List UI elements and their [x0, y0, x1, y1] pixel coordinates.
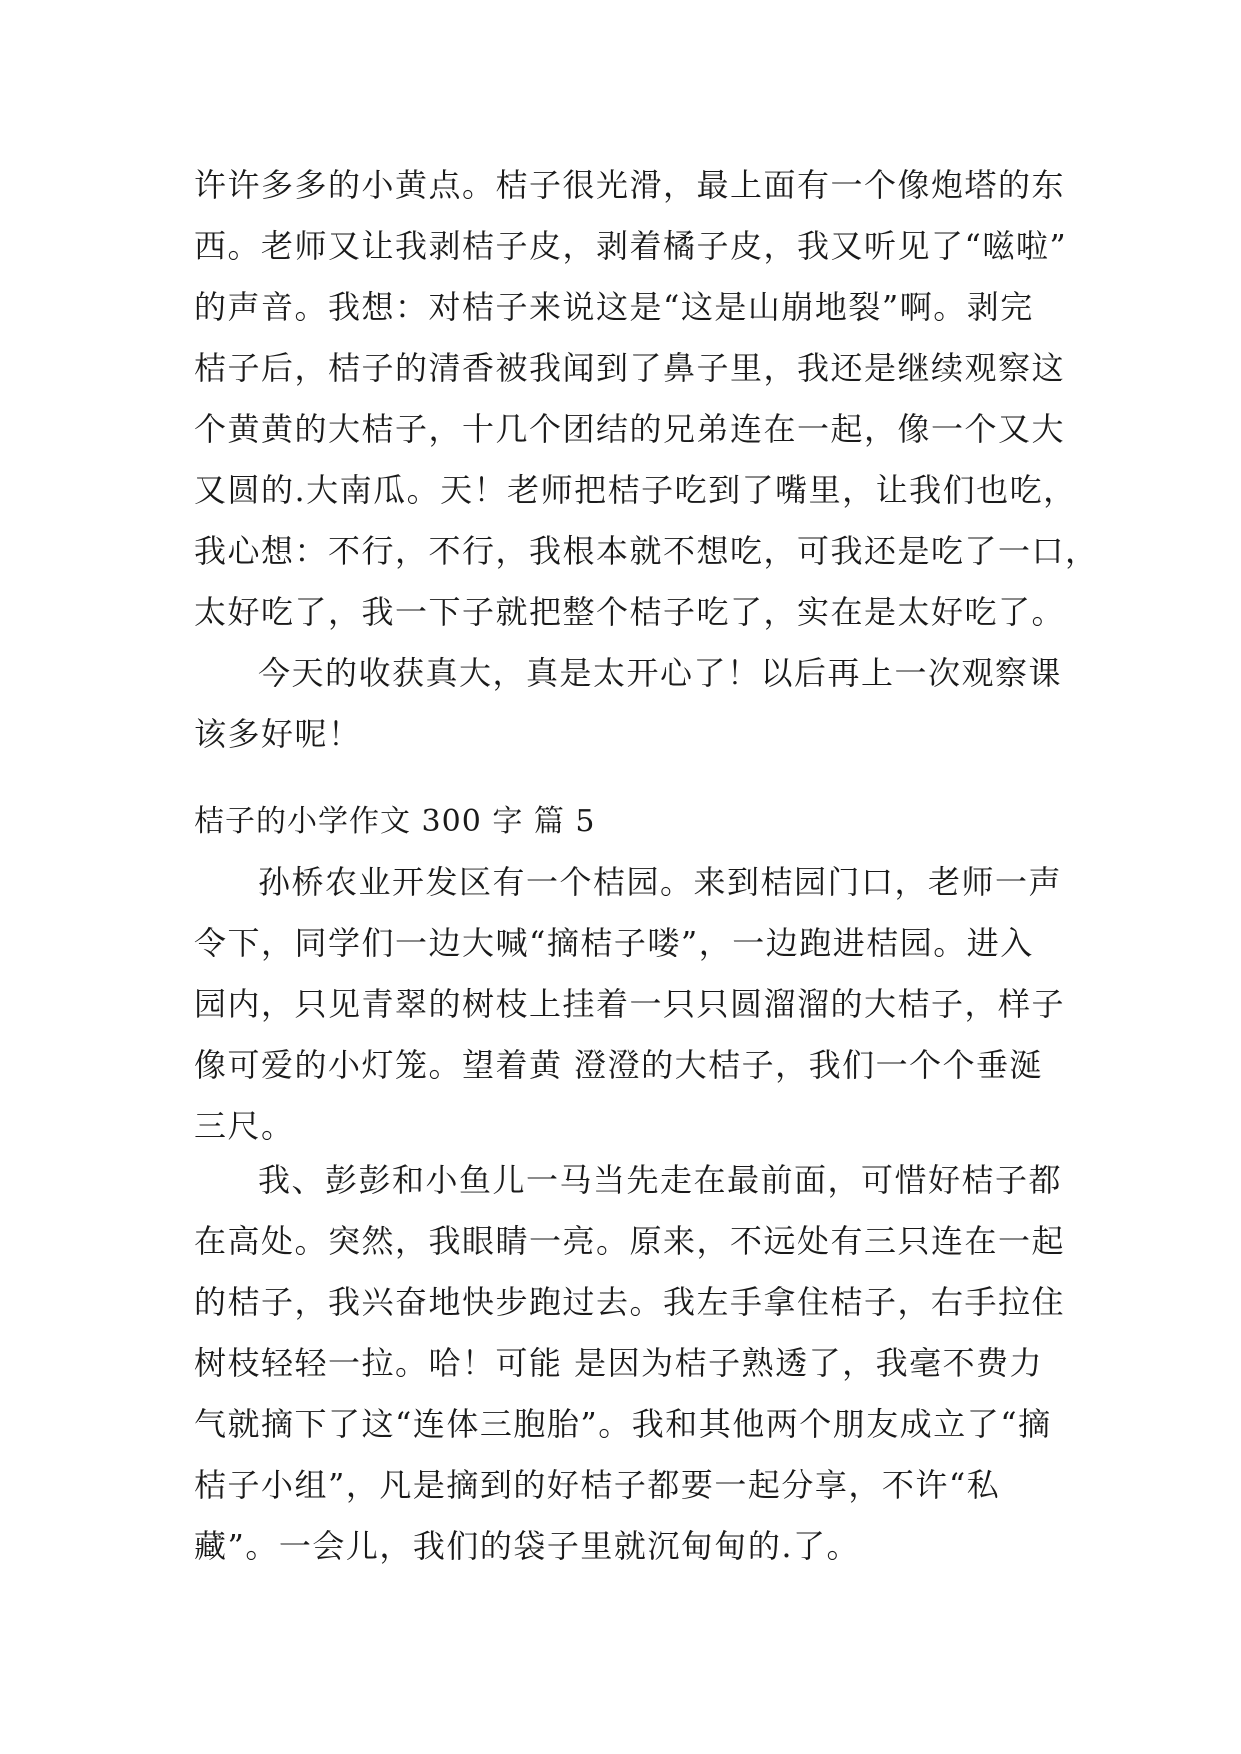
- paragraph-line: 的声音。我想：对桔子来说这是“这是山崩地裂”啊。剥完: [194, 288, 1034, 326]
- paragraph-line: 西。老师又让我剥桔子皮，剥着橘子皮，我又听见了“嗞啦”: [194, 227, 1068, 265]
- paragraph-line: 今天的收获真大，真是太开心了！以后再上一次观察课: [258, 654, 1063, 692]
- paragraph-line: 许许多多的小黄点。桔子很光滑，最上面有一个像炮塔的东: [194, 166, 1066, 204]
- paragraph-line: 像可爱的小灯笼。望着黄 澄澄的大桔子，我们一个个垂涎: [194, 1046, 1044, 1084]
- paragraph-line: 孙桥农业开发区有一个桔园。来到桔园门口，老师一声: [258, 863, 1063, 901]
- paragraph-line: 我、彭彭和小鱼儿一马当先走在最前面，可惜好桔子都: [258, 1161, 1063, 1199]
- paragraph-line: 太好吃了，我一下子就把整个桔子吃了，实在是太好吃了。: [194, 593, 1066, 631]
- paragraph-line: 在高处。突然，我眼睛一亮。原来，不远处有三只连在一起: [194, 1222, 1066, 1260]
- paragraph-line: 树枝轻轻一拉。哈！可能 是因为桔子熟透了，我毫不费力: [194, 1344, 1044, 1382]
- paragraph-line: 令下，同学们一边大喊“摘桔子喽”，一边跑进桔园。进入: [194, 924, 1034, 962]
- paragraph-line: 桔子后，桔子的清香被我闻到了鼻子里，我还是继续观察这: [194, 349, 1066, 387]
- paragraph-line: 该多好呢！: [194, 715, 362, 753]
- paragraph-line: 又圆的.大南瓜。天！老师把桔子吃到了嘴里，让我们也吃，: [194, 471, 1077, 509]
- paragraph-line: 我心想：不行，不行，我根本就不想吃，可我还是吃了一口，: [194, 532, 1099, 570]
- section-heading: 桔子的小学作文 300 字 篇 5: [194, 804, 596, 839]
- paragraph-line: 藏”。一会儿，我们的袋子里就沉甸甸的.了。: [194, 1527, 861, 1565]
- essay-body-previous: [194, 155, 1099, 765]
- essay-section-5: [194, 791, 1074, 1157]
- paragraph-line: 园内，只见青翠的树枝上挂着一只只圆溜溜的大桔子，样子: [194, 985, 1066, 1023]
- paragraph-line: 的桔子，我兴奋地快步跑过去。我左手拿住桔子，右手拉住: [194, 1283, 1066, 1321]
- paragraph-line: 三尺。: [194, 1107, 295, 1145]
- essay-section-5-continued: [194, 1150, 1074, 1577]
- paragraph-line: 个黄黄的大桔子，十几个团结的兄弟连在一起，像一个又大: [194, 410, 1066, 448]
- paragraph-line: 气就摘下了这“连体三胞胎”。我和其他两个朋友成立了“摘: [194, 1405, 1052, 1443]
- paragraph-line: 桔子小组”，凡是摘到的好桔子都要一起分享，不许“私: [194, 1466, 1001, 1504]
